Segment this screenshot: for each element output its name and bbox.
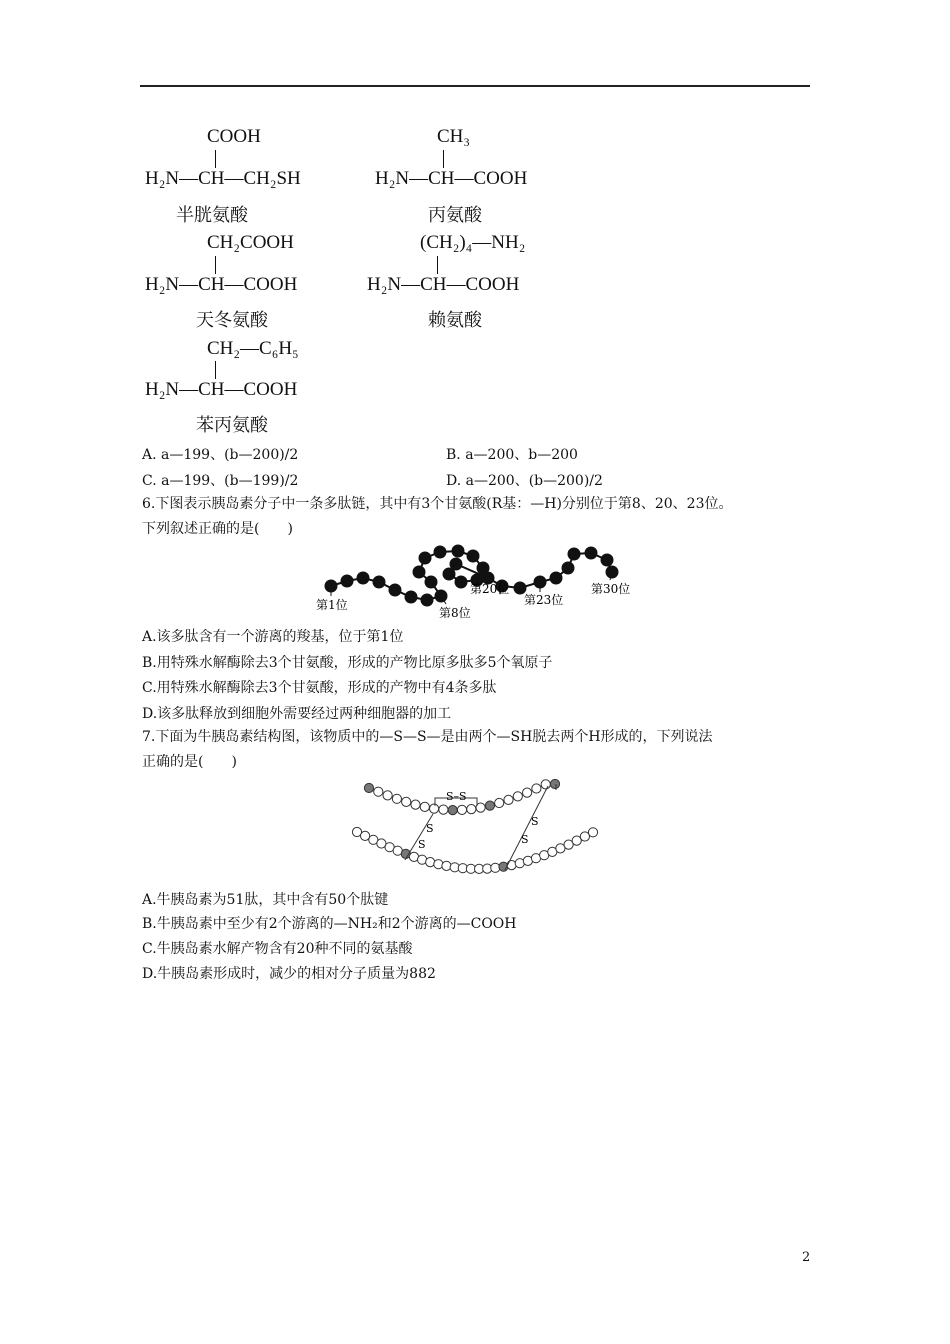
bond-line xyxy=(437,256,438,274)
intra-chain-ss-label: S–S xyxy=(446,790,467,803)
q5-option-a: A. a—199、(b—200)/2 xyxy=(142,447,299,463)
insulin-residue xyxy=(485,801,494,810)
insulin-residue xyxy=(550,779,559,788)
insulin-residue xyxy=(513,792,522,801)
polypeptide-chain-figure xyxy=(300,538,650,622)
amino-acid-bead xyxy=(373,576,386,589)
insulin-residue xyxy=(523,788,532,797)
s-label: S xyxy=(521,833,529,846)
insulin-residue xyxy=(402,797,411,806)
q7-option-c: C.牛胰岛素水解产物含有20种不同的氨基酸 xyxy=(142,941,413,957)
insulin-residue xyxy=(504,795,513,804)
insulin-residue xyxy=(374,787,383,796)
q7-option-d: D.牛胰岛素形成时，减少的相对分子质量为882 xyxy=(142,966,436,982)
bond-line xyxy=(443,150,444,168)
insulin-residue xyxy=(491,863,500,872)
q6-stem-line2: 下列叙述正确的是( ) xyxy=(142,521,293,537)
aspartic-acid-main-chain: H₂N—CH—COOH xyxy=(145,274,298,295)
insulin-residue xyxy=(442,861,451,870)
insulin-residue xyxy=(588,828,597,837)
amino-acid-bead xyxy=(550,572,563,585)
cysteine-main-chain: H₂N—CH—CH₂SH xyxy=(145,168,301,189)
bond-line xyxy=(215,361,216,379)
amino-acid-bead xyxy=(568,548,581,561)
lysine-main-chain: H₂N—CH—COOH xyxy=(367,274,520,295)
insulin-residue xyxy=(426,858,435,867)
q6-stem-line1: 6.下图表示胰岛素分子中一条多肽链，其中有3个甘氨酸(R基：—H)分别位于第8、20、23位。 xyxy=(142,496,733,512)
amino-acid-bead xyxy=(421,594,434,607)
insulin-residue xyxy=(420,802,429,811)
amino-acid-bead xyxy=(467,550,480,563)
label-position-23: 第23位 xyxy=(524,593,564,607)
label-position-30: 第30位 xyxy=(591,582,631,596)
q6-option-a: A.该多肽含有一个游离的羧基，位于第1位 xyxy=(142,629,404,645)
insulin-residue xyxy=(448,806,457,815)
insulin-residue xyxy=(507,861,516,870)
alanine-r-group: CH₃ xyxy=(437,126,471,147)
q6-option-d: D.该多肽释放到细胞外需要经过两种细胞器的加工 xyxy=(142,706,452,722)
amino-acid-bead xyxy=(601,554,614,567)
s-label: S xyxy=(531,815,539,828)
q7-option-b: B.牛胰岛素中至少有2个游离的—NH₂和2个游离的—COOH xyxy=(142,916,517,932)
amino-acid-bead xyxy=(405,591,418,604)
header-rule xyxy=(140,85,810,87)
s-label: S xyxy=(418,838,426,851)
insulin-residue xyxy=(457,805,466,814)
q6-option-b: B.用特殊水解酶除去3个甘氨酸，形成的产物比原多肽多5个氧原子 xyxy=(142,655,553,671)
alanine-name: 丙氨酸 xyxy=(428,205,482,226)
insulin-residue xyxy=(392,794,401,803)
bond-line xyxy=(215,150,216,168)
amino-acid-bead xyxy=(452,545,465,558)
insulin-residue xyxy=(541,780,550,789)
cysteine-r-group: COOH xyxy=(207,126,261,147)
insulin-residue xyxy=(532,784,541,793)
phenylalanine-main-chain: H₂N—CH—COOH xyxy=(145,379,298,400)
insulin-residue xyxy=(495,798,504,807)
q5-option-d: D. a—200、(b—200)/2 xyxy=(446,473,603,489)
insulin-residue xyxy=(439,805,448,814)
insulin-residue xyxy=(430,804,439,813)
lysine-name: 赖氨酸 xyxy=(428,310,482,331)
page-number: 2 xyxy=(802,1250,811,1265)
amino-acid-bead xyxy=(389,584,402,597)
lysine-r-group: (CH₂)₄—NH₂ xyxy=(420,232,526,253)
insulin-structure-figure xyxy=(345,770,605,882)
q7-stem-line1: 7.下面为牛胰岛素结构图，该物质中的—S—S—是由两个—SH脱去两个H形成的，下列说法 xyxy=(142,729,713,745)
amino-acid-bead xyxy=(455,576,468,589)
q6-option-c: C.用特殊水解酶除去3个甘氨酸，形成的产物中有4条多肽 xyxy=(142,680,497,696)
q5-option-b: B. a—200、b—200 xyxy=(446,447,578,463)
phenylalanine-name: 苯丙氨酸 xyxy=(196,415,268,436)
aspartic-acid-r-group: CH₂COOH xyxy=(207,232,294,253)
amino-acid-bead xyxy=(341,575,354,588)
aspartic-acid-name: 天冬氨酸 xyxy=(196,310,268,331)
label-position-8: 第8位 xyxy=(439,606,471,620)
q5-option-c: C. a—199、(b—199)/2 xyxy=(142,473,299,489)
amino-acid-bead xyxy=(425,576,438,589)
q7-option-a: A.牛胰岛素为51肽，其中含有50个肽键 xyxy=(142,892,389,908)
insulin-residue xyxy=(467,805,476,814)
insulin-residue xyxy=(434,860,443,869)
amino-acid-bead xyxy=(450,558,463,571)
insulin-residue xyxy=(383,791,392,800)
amino-acid-bead xyxy=(357,572,370,585)
insulin-residue xyxy=(411,800,420,809)
amino-acid-bead xyxy=(413,566,426,579)
cysteine-name: 半胱氨酸 xyxy=(176,205,248,226)
amino-acid-bead xyxy=(434,546,447,559)
label-position-1: 第1位 xyxy=(316,598,348,612)
amino-acid-bead xyxy=(562,562,575,575)
bond-line xyxy=(215,256,216,274)
q7-stem-line2: 正确的是( ) xyxy=(142,754,237,770)
s-label: S xyxy=(426,822,434,835)
insulin-residue xyxy=(364,783,373,792)
phenylalanine-r-group: CH₂—C₆H₅ xyxy=(207,338,299,359)
alanine-main-chain: H₂N—CH—COOH xyxy=(375,168,528,189)
amino-acid-bead xyxy=(419,552,432,565)
amino-acid-bead xyxy=(585,547,598,560)
label-position-20: 第20位 xyxy=(470,582,510,596)
